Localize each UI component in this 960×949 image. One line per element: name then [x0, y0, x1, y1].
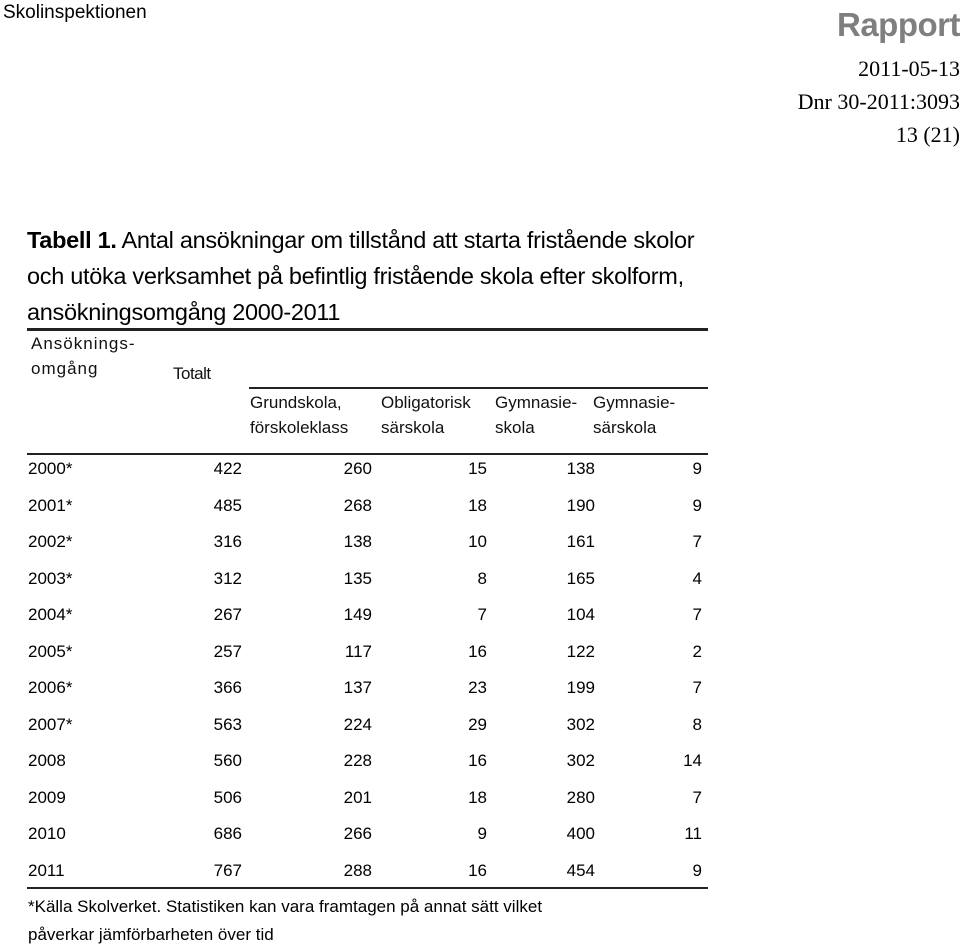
- table-cell: 2005*: [28, 641, 73, 661]
- table-cell: 14: [683, 751, 702, 770]
- table-row: [0, 816, 960, 852]
- table-row: [0, 780, 960, 816]
- table-cell: 18: [468, 495, 487, 515]
- table-cell: 563: [213, 714, 242, 734]
- table-cell: 2004*: [28, 605, 73, 624]
- table-cell: 302: [566, 751, 595, 770]
- table-cell: 8: [477, 568, 487, 588]
- table-cell: 7: [692, 532, 702, 551]
- table-footnote: [28, 893, 688, 949]
- table-cell: 149: [343, 605, 372, 624]
- col-header-round: [31, 331, 136, 381]
- organization-name: Skolinspektionen: [3, 2, 147, 23]
- table-cell: 506: [213, 787, 242, 807]
- table-cell: 16: [468, 751, 487, 770]
- table-cell: 16: [468, 860, 487, 880]
- table-cell: 16: [468, 641, 487, 661]
- footnote-line2: påverkar jämförbarheten över tid: [28, 925, 274, 944]
- table-cell: 400: [566, 824, 595, 843]
- col-header-round-line1: Ansöknings-: [31, 334, 136, 353]
- table-cell: 122: [566, 641, 595, 661]
- col-header-gymnasieskola: [495, 390, 577, 440]
- col-header-round-line2: omgång: [31, 359, 99, 378]
- table-row: [0, 561, 960, 597]
- table-row: [0, 524, 960, 560]
- table-cell: 2007*: [28, 714, 73, 734]
- table-cell: 11: [684, 824, 702, 843]
- table-cell: 280: [566, 787, 595, 807]
- table-cell: 2006*: [28, 678, 73, 697]
- table-cell: 767: [213, 860, 242, 880]
- table-cell: 165: [566, 568, 595, 588]
- table-cell: 190: [566, 495, 595, 515]
- table-cell: 302: [566, 714, 595, 734]
- table-group-rule: [249, 387, 708, 389]
- table-cell: 2008: [28, 751, 66, 770]
- table-cell: 7: [692, 605, 702, 624]
- table-cell: 9: [692, 860, 702, 880]
- table-cell: 2: [692, 641, 702, 661]
- table-cell: 7: [692, 787, 702, 807]
- report-label: Rapport: [837, 6, 960, 43]
- table-cell: 2003*: [28, 568, 73, 588]
- table-row: [0, 853, 960, 889]
- table-caption: [27, 222, 727, 330]
- col-header-gymnasiesarskola-line1: Gymnasie-: [593, 393, 676, 412]
- table-cell: 316: [213, 532, 242, 551]
- table-cell: 312: [213, 568, 242, 588]
- table-cell: 7: [692, 678, 702, 697]
- table-cell: 23: [468, 678, 487, 697]
- col-header-obligatorisk-line2: särskola: [381, 418, 445, 437]
- table-cell: 224: [343, 714, 372, 734]
- footnote-line1: *Källa Skolverket. Statistiken kan vara framtagen på annat sätt vilket: [28, 897, 543, 916]
- col-header-gymnasieskola-line2: skola: [495, 418, 535, 437]
- table-caption-number: Tabell 1.: [27, 227, 117, 253]
- col-header-obligatorisk-line1: Obligatorisk: [381, 393, 471, 412]
- table-row: [0, 597, 960, 633]
- table-cell: 104: [566, 605, 595, 624]
- table-cell: 29: [468, 714, 487, 734]
- col-header-gymnasiesarskola-line2: särskola: [593, 418, 657, 437]
- table-cell: 2002*: [28, 532, 73, 551]
- table-cell: 2010: [28, 824, 66, 843]
- col-header-total: Totalt: [173, 364, 211, 383]
- table-cell: 268: [343, 495, 372, 515]
- table-cell: 8: [692, 714, 702, 734]
- table-caption-text: Antal ansökningar om tillstånd att starta fristående skolor och utöka verksamhet på befintlig fristående skola efter skolform, ansökningsomgång 2000-2011: [27, 227, 695, 325]
- table-cell: 9: [692, 459, 702, 478]
- table-cell: 288: [343, 860, 372, 880]
- table-cell: 18: [468, 787, 487, 807]
- col-header-gymnasiesarskola: [593, 390, 675, 440]
- table-row: [0, 451, 960, 487]
- col-header-grundskola: [250, 390, 348, 440]
- table-cell: 257: [213, 641, 242, 661]
- table-cell: 267: [213, 605, 242, 624]
- table-cell: 422: [213, 459, 242, 478]
- table-cell: 138: [566, 459, 595, 478]
- table-cell: 560: [213, 751, 242, 770]
- table-cell: 454: [566, 860, 595, 880]
- table-cell: 686: [213, 824, 242, 843]
- table-row: [0, 707, 960, 743]
- col-header-grundskola-line1: Grundskola,: [250, 393, 342, 412]
- table-cell: 15: [468, 459, 487, 478]
- table-cell: 9: [692, 495, 702, 515]
- table-cell: 228: [343, 751, 372, 770]
- report-dnr: Dnr 30-2011:3093: [797, 89, 960, 114]
- table-cell: 137: [343, 678, 372, 697]
- table-cell: 260: [343, 459, 372, 478]
- table-cell: 7: [477, 605, 487, 624]
- table-cell: 2000*: [28, 459, 73, 478]
- table-row: [0, 488, 960, 524]
- table-cell: 2011: [28, 860, 65, 880]
- col-header-gymnasieskola-line1: Gymnasie-: [495, 393, 578, 412]
- table-cell: 10: [468, 532, 487, 551]
- table-cell: 201: [343, 787, 372, 807]
- table-cell: 161: [566, 532, 595, 551]
- table-cell: 366: [213, 678, 242, 697]
- table-row: [0, 743, 960, 779]
- table-cell: 138: [343, 532, 372, 551]
- page-number: 13 (21): [895, 122, 960, 147]
- table-cell: 2009: [28, 787, 66, 807]
- col-header-grundskola-line2: förskoleklass: [250, 418, 349, 437]
- table-cell: 199: [566, 678, 595, 697]
- table-cell: 4: [692, 568, 702, 588]
- table-row: [0, 634, 960, 670]
- table-cell: 135: [343, 568, 372, 588]
- table-cell: 266: [343, 824, 372, 843]
- table-cell: 9: [477, 824, 487, 843]
- col-header-obligatorisk: [381, 390, 471, 440]
- report-date: 2011-05-13: [858, 56, 960, 81]
- table-cell: 2001*: [28, 495, 73, 515]
- table-cell: 485: [213, 495, 242, 515]
- table-row: [0, 670, 960, 706]
- table-cell: 117: [344, 641, 372, 661]
